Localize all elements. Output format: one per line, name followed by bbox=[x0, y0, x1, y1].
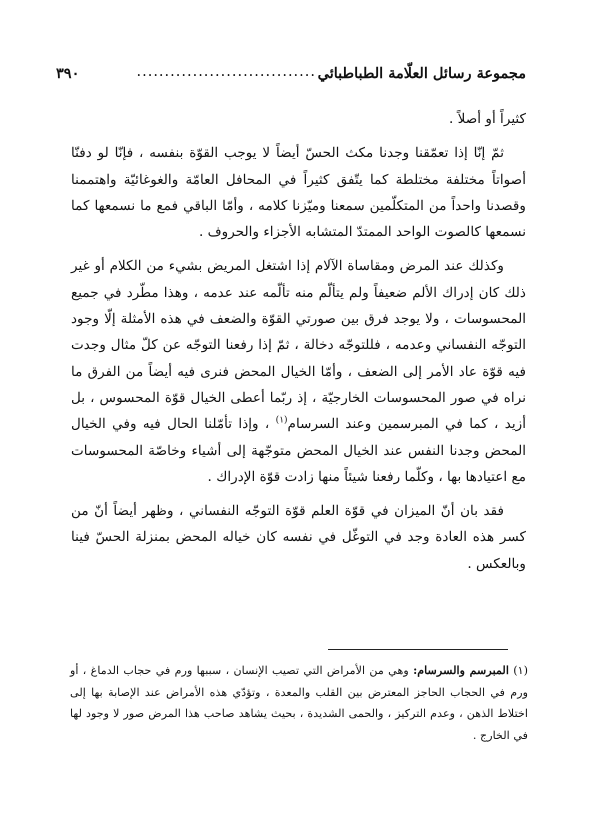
running-header-title: مجموعة رسائل العلّامة الطباطبائي bbox=[317, 65, 526, 82]
footnote-term: المبرسم والسرسام: bbox=[413, 663, 509, 677]
paragraph-4: فقد بان أنّ الميزان في قوّة العلم قوّة التوجّه النفساني ، وظهر أيضاً أنّ من كسر هذه العادة وجد في التوغّل في نفسه كان خياله المحض بمنزلة الحسّ فينا وبالعكس . bbox=[71, 503, 526, 572]
paragraph-3 bbox=[71, 253, 526, 490]
paragraph-2: ثمّ إنّا إذا تعمّقنا وجدنا مكث الحسّ أيضاً لا يوجب القوّة بنفسه ، فإنّا لو دفنّا أصواتاً مختلفة مختلطة كما يتّفق كثيراً في المحافل العامّة والغوغائيّة واهتممنا وقصدنا واحداً من المتكلّمين سمعنا وميّزنا كلامه ، وأمّا الباقي فمع ما نسمعها كما نسمعها كالصوت الواحد الممتدّ المتشابه الأجزاء والحروف . bbox=[71, 145, 526, 241]
main-text bbox=[71, 106, 526, 585]
page-number: ٣٩٠ bbox=[56, 65, 80, 82]
paragraph-1: كثيراً أو أصلاً . bbox=[448, 111, 526, 127]
leader-dots: ................................ bbox=[136, 64, 316, 80]
paragraph-3-text: وكذلك عند المرض ومقاساة الآلام إذا اشتغل المريض بشيء من الكلام أو غير ذلك كان إدراك الألم ضعيفاً ولم يتألّم منه تألّمه عند عدمه ، وهذا مطّرد في جميع المحسوسات ، ولا يوجد فرق بين صورتي القوّة والضعف في هذه الأمثلة إلّا وجود التوجّه النفساني وعدمه ، فللتوجّه دخالة ، ثمّ إذا رفعنا التوجّه عن كلّ مثال وجدت فيه قوّة عاد الأمر إلى الضعف ، وأمّا الخيال المحض فنرى فيه أيضاً من الفرق ما نراه في صور المحسوسات الخارجيّة ، إذ ربّما أعطى الخيال قوّة المحسوس ، بل أزيد ، كما في المبرسمين وعند السرسام bbox=[71, 258, 526, 433]
footnote-text: وهي من الأمراض التي تصيب الإنسان ، سببها ورم في حجاب الدماغ ، أو ورم في الحجاب الحاجز المعترض بين القلب والمعدة ، وتؤدّي هذه الأمراض عند الإصابة بها إلى اختلاط الذهن ، وعدم التركيز ، والحمى الشديدة ، بحيث يشاهد صاحب هذا المرض صور لا وجود لها في الخارج . bbox=[70, 664, 528, 742]
running-header bbox=[56, 62, 526, 86]
footnote-marker: (١) bbox=[513, 664, 528, 677]
paragraph-3-tail: ، وإذا تأمّلنا الحال فيه وفي الخيال المحض وجدنا النفس عند الخيال المحض متوجّهة إلى أشياء وخاصّة المحسوسات مع اعتيادها بها ، وكلّما رفعنا شيئاً منها زادت قوّة الإدراك . bbox=[71, 416, 526, 485]
footnote-reference[interactable]: (١) bbox=[275, 415, 288, 426]
footnote bbox=[70, 660, 528, 746]
footnote-separator bbox=[328, 649, 508, 650]
